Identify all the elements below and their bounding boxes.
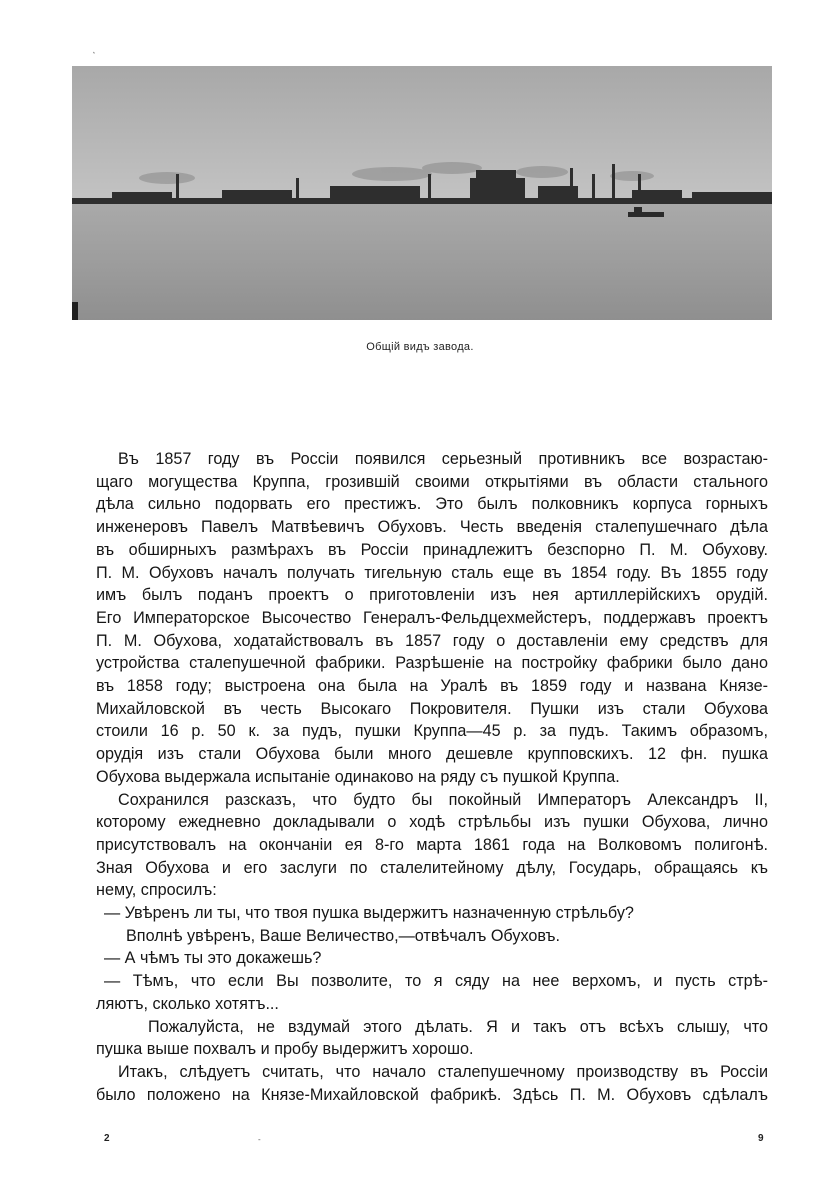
text-line: нему, спросилъ:: [96, 881, 217, 900]
paragraph-2: [96, 789, 768, 903]
text-line: Вполнѣ увѣренъ, Ваше Величество,—отвѣчалъ Обуховъ.: [126, 926, 561, 945]
text-line: Итакъ, слѣдуетъ считать, что начало сталепушечному производству въ Россіи: [118, 1062, 768, 1081]
text-line: устройства сталепушечной фабрики. Разрѣшеніе на постройку фабрики было дано: [96, 654, 768, 673]
text-line: Его Императорское Высочество Генералъ-Фельдцехмейстеръ, поддержавъ проектъ: [96, 608, 768, 627]
paragraph-3: [96, 1061, 768, 1106]
text-line: дѣла сильно подорвать его престижъ. Это былъ полковникъ корпуса горныхъ: [96, 495, 768, 514]
text-line: П. М. Обухова, ходатайствовалъ въ 1857 году о доставленіи ему средствъ для: [96, 631, 768, 650]
text-line: орудія изъ стали Обухова были много дешевле крупповскихъ. 12 фн. пушка: [96, 745, 768, 764]
text-line: Зная Обухова и его заслуги по сталелитейному дѣлу, Государь, обращаясь къ: [96, 858, 768, 877]
text-line: щаго могущества Круппа, грозившій своими открытіями въ области стального: [96, 472, 768, 491]
dialogue-line-5: [96, 1016, 768, 1061]
text-line: ляютъ, сколько хотятъ...: [96, 994, 279, 1013]
text-line: — А чѣмъ ты это докажешь?: [104, 949, 322, 968]
factory-photo: [72, 66, 772, 320]
text-line: которому ежедневно докладывали о ходѣ стрѣльбы изъ пушки Обухова, лично: [96, 813, 768, 832]
text-line: — Тѣмъ, что если Вы позволите, то я сяду на нее верхомъ, и пусть стрѣ-: [104, 972, 768, 991]
factory-river-photo-icon: [72, 66, 772, 320]
footer-signature-mark: 2: [104, 1133, 110, 1144]
text-line: имъ былъ поданъ проектъ о приготовленіи изъ нея артиллерійскихъ орудій.: [96, 586, 768, 605]
photo-caption: Общій видъ завода.: [366, 341, 474, 353]
text-line: стоили 16 р. 50 к. за пудъ, пушки Круппа—45 р. за пудъ. Такимъ образомъ,: [96, 722, 768, 741]
footer-dot: -: [258, 1135, 261, 1144]
paragraph-1: [96, 448, 768, 789]
text-line: Сохранился разсказъ, что будто бы покойный Императоръ Александръ II,: [118, 790, 768, 809]
dialogue-line-1: [96, 902, 768, 925]
text-line: инженеровъ Павелъ Матвѣевичъ Обуховъ. Честь введенія сталепушечнаго дѣла: [96, 518, 768, 537]
dialogue-line-3: [96, 947, 768, 970]
text-line: Михайловской въ честь Высокаго Покровителя. Пушки изъ стали Обухова: [96, 699, 768, 718]
text-line: въ 1858 году; выстроена она была на Уралѣ въ 1859 году и названа Князе-: [96, 677, 768, 696]
text-line: Пожалуйста, не вздумай этого дѣлать. Я и такъ отъ всѣхъ слышу, что: [148, 1017, 768, 1036]
text-line: пушка выше похвалъ и пробу выдержитъ хорошо.: [96, 1040, 474, 1059]
scan-mark: ˎ: [91, 43, 100, 56]
page-number: 9: [758, 1133, 764, 1144]
text-line: П. М. Обуховъ началъ получать тигельную сталь еще въ 1854 году. Въ 1855 году: [96, 563, 768, 582]
text-line: Въ 1857 году въ Россіи появился серьезный противникъ все возрастаю-: [118, 450, 768, 468]
text-line: Обухова выдержала испытаніе одинаково на ряду съ пушкой Круппа.: [96, 767, 620, 786]
text-line: въ обширныхъ размѣрахъ въ Россіи принадлежитъ безспорно П. М. Обухову.: [96, 540, 768, 559]
dialogue-line-4: [96, 970, 768, 1015]
text-line: было положено на Князе-Михайловской фабрикѣ. Здѣсь П. М. Обуховъ сдѣлалъ: [96, 1085, 768, 1104]
body-text: [96, 448, 768, 1106]
dialogue-line-2: [96, 925, 768, 948]
text-line: — Увѣренъ ли ты, что твоя пушка выдержитъ назначенную стрѣльбу?: [104, 904, 634, 923]
text-line: присутствовалъ на окончаніи ея 8-го марта 1861 года на Волковомъ полигонѣ.: [96, 835, 768, 854]
